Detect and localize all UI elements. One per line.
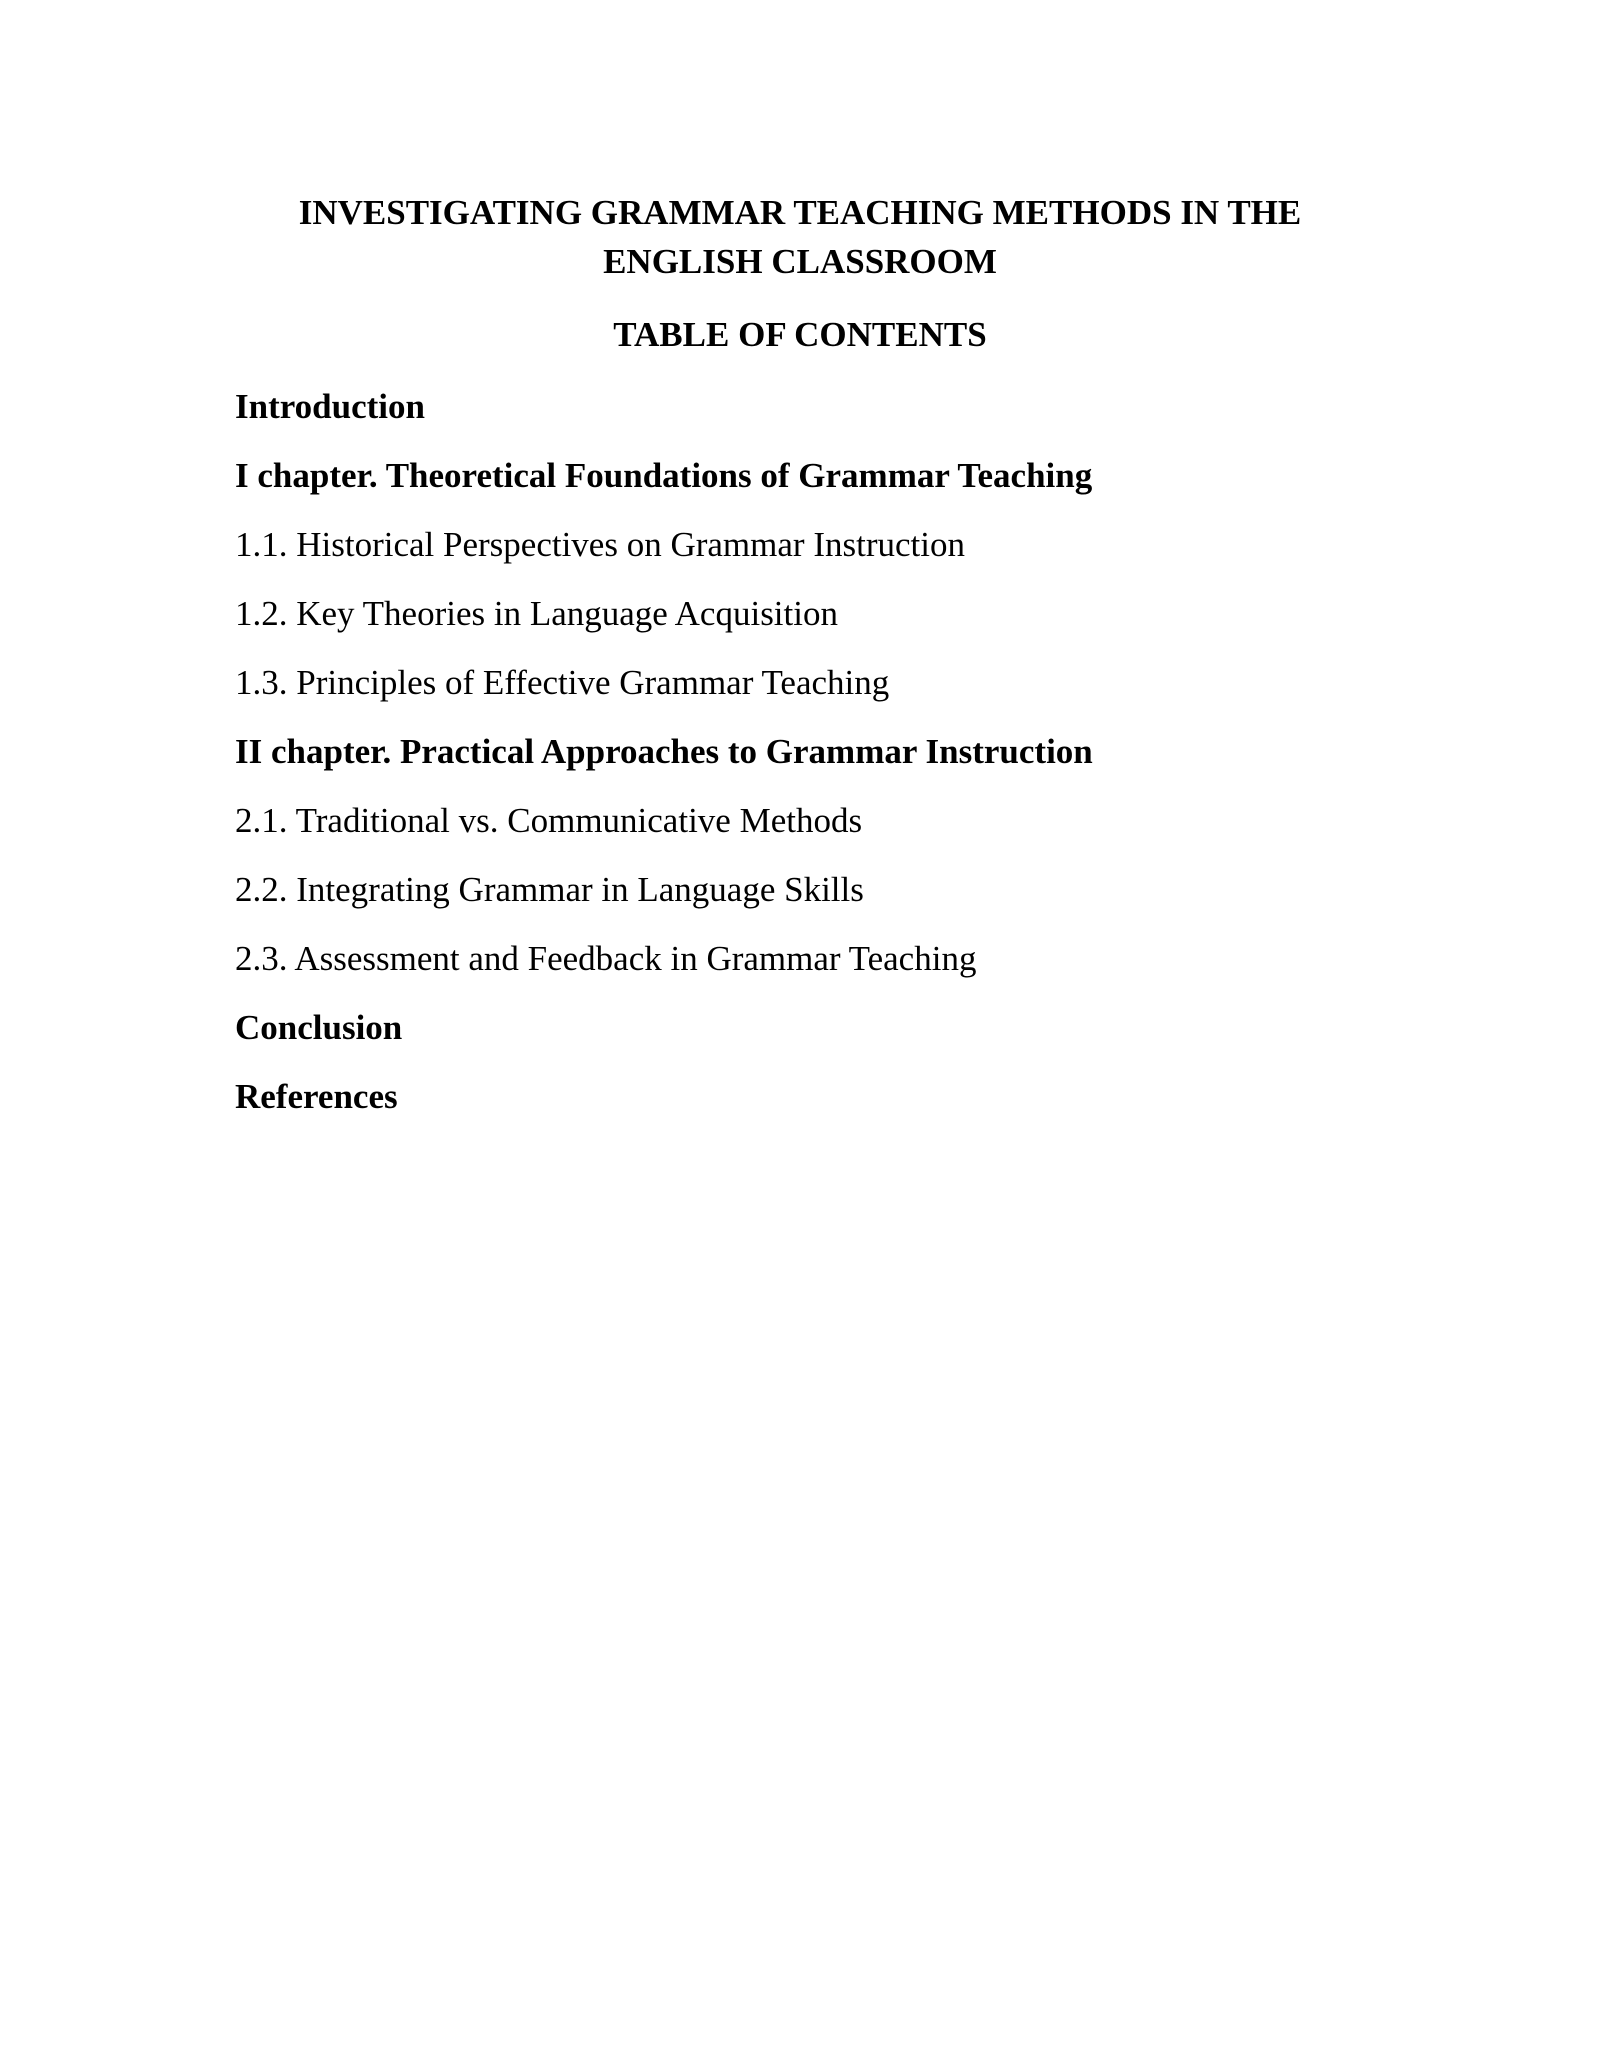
toc-entry-introduction: Introduction <box>235 387 425 426</box>
document-title <box>0 188 1600 286</box>
document-title-line-2: ENGLISH CLASSROOM <box>603 242 997 281</box>
toc-entry-references: References <box>235 1077 398 1116</box>
toc-heading: TABLE OF CONTENTS <box>613 315 987 354</box>
toc-entry-1-1: 1.1. Historical Perspectives on Grammar Instruction <box>235 525 965 564</box>
toc-entry-2-1: 2.1. Traditional vs. Communicative Methods <box>235 801 863 840</box>
toc-entry-1-3: 1.3. Principles of Effective Grammar Teaching <box>235 663 890 702</box>
toc-entry-2-2: 2.2. Integrating Grammar in Language Skills <box>235 870 864 909</box>
toc-entry-1-2: 1.2. Key Theories in Language Acquisition <box>235 594 838 633</box>
toc-entry-conclusion: Conclusion <box>235 1008 403 1047</box>
document-title-line-1: INVESTIGATING GRAMMAR TEACHING METHODS IN THE <box>298 193 1302 232</box>
toc-entry-chapter-1: I chapter. Theoretical Foundations of Grammar Teaching <box>235 456 1093 495</box>
table-of-contents <box>235 382 1435 1141</box>
toc-entry-chapter-2: II chapter. Practical Approaches to Grammar Instruction <box>235 732 1093 771</box>
toc-entry-2-3: 2.3. Assessment and Feedback in Grammar Teaching <box>235 939 977 978</box>
